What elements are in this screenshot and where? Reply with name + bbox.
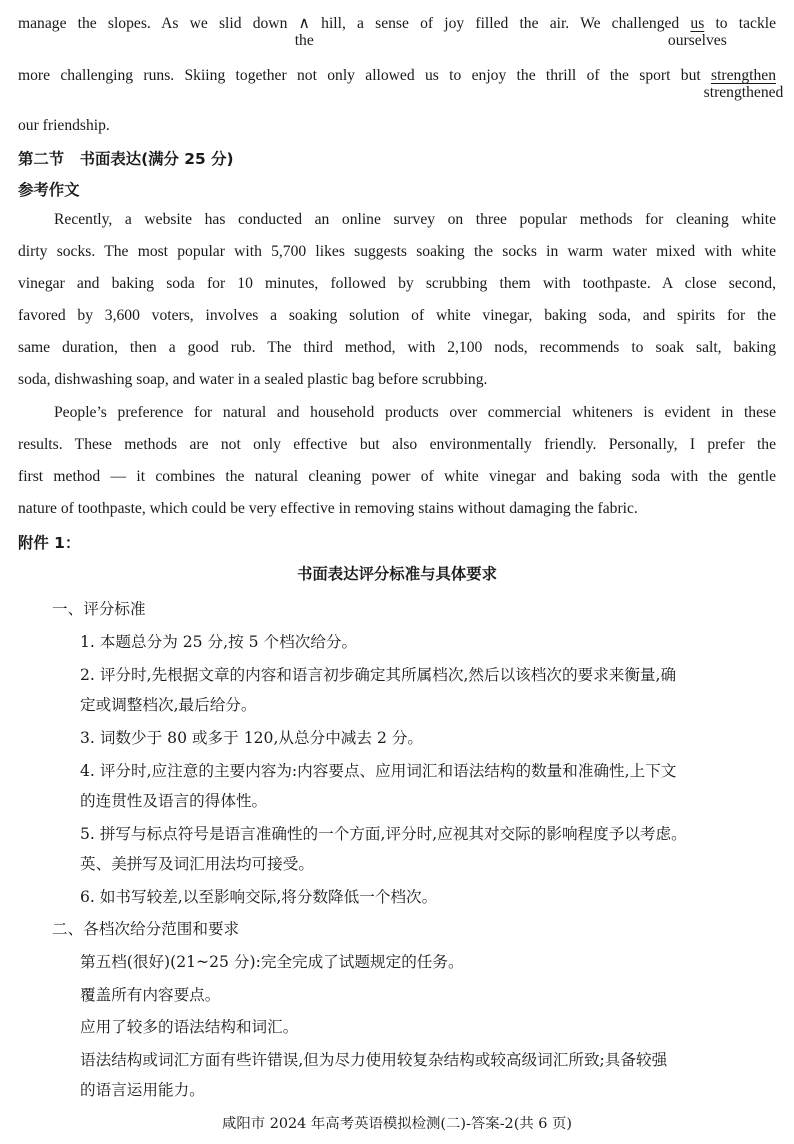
text-segment: to tackle — [704, 15, 777, 32]
essay-p1-line-2: dirty socks. The most popular with 5,700 likes suggests soaking the socks in warm water mixed with white — [18, 243, 776, 260]
correction-ourselves: ourselves — [667, 32, 727, 49]
correction-strengthened: strengthened — [703, 84, 784, 101]
text-segment: more challenging runs. Skiing together not only allowed us to enjoy the thrill of the sport but — [18, 67, 712, 84]
correction-us: us ourselves — [690, 8, 704, 40]
text-segment: manage the slopes. As we slid down — [18, 15, 299, 32]
sample-essay-label: 参考作文 — [18, 181, 80, 199]
essay-p2-line-1: People’s preference for natural and household products over commercial whiteners is evident in these — [54, 404, 776, 421]
essay-p1-line-6: soda, dishwashing soap, and water in a sealed plastic bag before scrubbing. — [18, 371, 488, 388]
essay-p1-line-4: favored by 3,600 voters, involves a soaking solution of white vinegar, baking soda, and spirits for the — [18, 307, 776, 324]
criteria-item-5-cont: 英、美拼写及词汇用法均可接受。 — [80, 855, 314, 873]
correction-line-3: our friendship. — [18, 117, 110, 134]
correction-line-1 — [18, 8, 777, 49]
level5-line-3: 应用了较多的语法结构和词汇。 — [80, 1018, 299, 1036]
criteria-item-1: 1. 本题总分为 25 分,按 5 个档次给分。 — [80, 633, 358, 651]
essay-p1-line-3: vinegar and baking soda for 10 minutes, followed by scrubbing them with toothpaste. A close second, — [18, 275, 776, 292]
text-segment: hill, a sense of joy filled the air. We challenged — [309, 15, 691, 32]
criteria-item-6: 6. 如书写较差,以至影响交际,将分数降低一个档次。 — [80, 888, 438, 906]
correction-insert-the: the — [294, 32, 314, 49]
appendix-title: 书面表达评分标准与具体要求 — [296, 565, 498, 583]
level5-line-4: 语法结构或词汇方面有些许错误,但为尽力使用较复杂结构或较高级词汇所致;具备较强 — [80, 1051, 668, 1069]
correction-line-2 — [18, 60, 784, 101]
section-heading: 第二节 书面表达(满分 25 分) — [18, 150, 234, 168]
criteria-item-2-cont: 定或调整档次,最后给分。 — [80, 696, 257, 714]
level5-line-5: 的语言运用能力。 — [80, 1081, 205, 1099]
page-footer: 咸阳市 2024 年高考英语模拟检测(二)-答案-2(共 6 页) — [221, 1116, 573, 1132]
essay-p2-line-4: nature of toothpaste, which could be very effective in removing stains without damaging the fabric. — [18, 500, 638, 517]
criteria-item-5: 5. 拼写与标点符号是语言准确性的一个方面,评分时,应视其对交际的影响程度予以考虑。 — [80, 825, 687, 843]
criteria-item-3: 3. 词数少于 80 或多于 120,从总分中减去 2 分。 — [80, 729, 424, 747]
criteria-item-4-cont: 的连贯性及语言的得体性。 — [80, 792, 268, 810]
level5-line-1: 第五档(很好)(21~25 分):完全完成了试题规定的任务。 — [80, 953, 464, 971]
essay-p2-line-2: results. These methods are not only effective but also environmentally friendly. Personally, I prefer the — [18, 436, 776, 453]
criteria-item-2: 2. 评分时,先根据文章的内容和语言初步确定其所属档次,然后以该档次的要求来衡量,确 — [80, 666, 677, 684]
essay-p2-line-3: first method — it combines the natural cleaning power of white vinegar and baking soda with the gentle — [18, 468, 776, 485]
correction-strengthen: strengthen strengthened — [711, 60, 776, 92]
levels-heading: 二、各档次给分范围和要求 — [52, 920, 240, 938]
level5-line-2: 覆盖所有内容要点。 — [80, 986, 221, 1004]
criteria-item-4: 4. 评分时,应注意的主要内容为:内容要点、应用词汇和语法结构的数量和准确性,上下文 — [80, 762, 677, 780]
essay-p1-line-1: Recently, a website has conducted an online survey on three popular methods for cleaning white — [54, 211, 776, 228]
appendix-label: 附件 1： — [18, 534, 81, 552]
essay-p1-line-5: same duration, then a good rub. The third method, with 2,100 nods, recommends to soak salt, baking — [18, 339, 776, 356]
criteria-heading: 一、评分标准 — [52, 600, 146, 618]
correction-caret: ∧ the — [299, 8, 310, 40]
